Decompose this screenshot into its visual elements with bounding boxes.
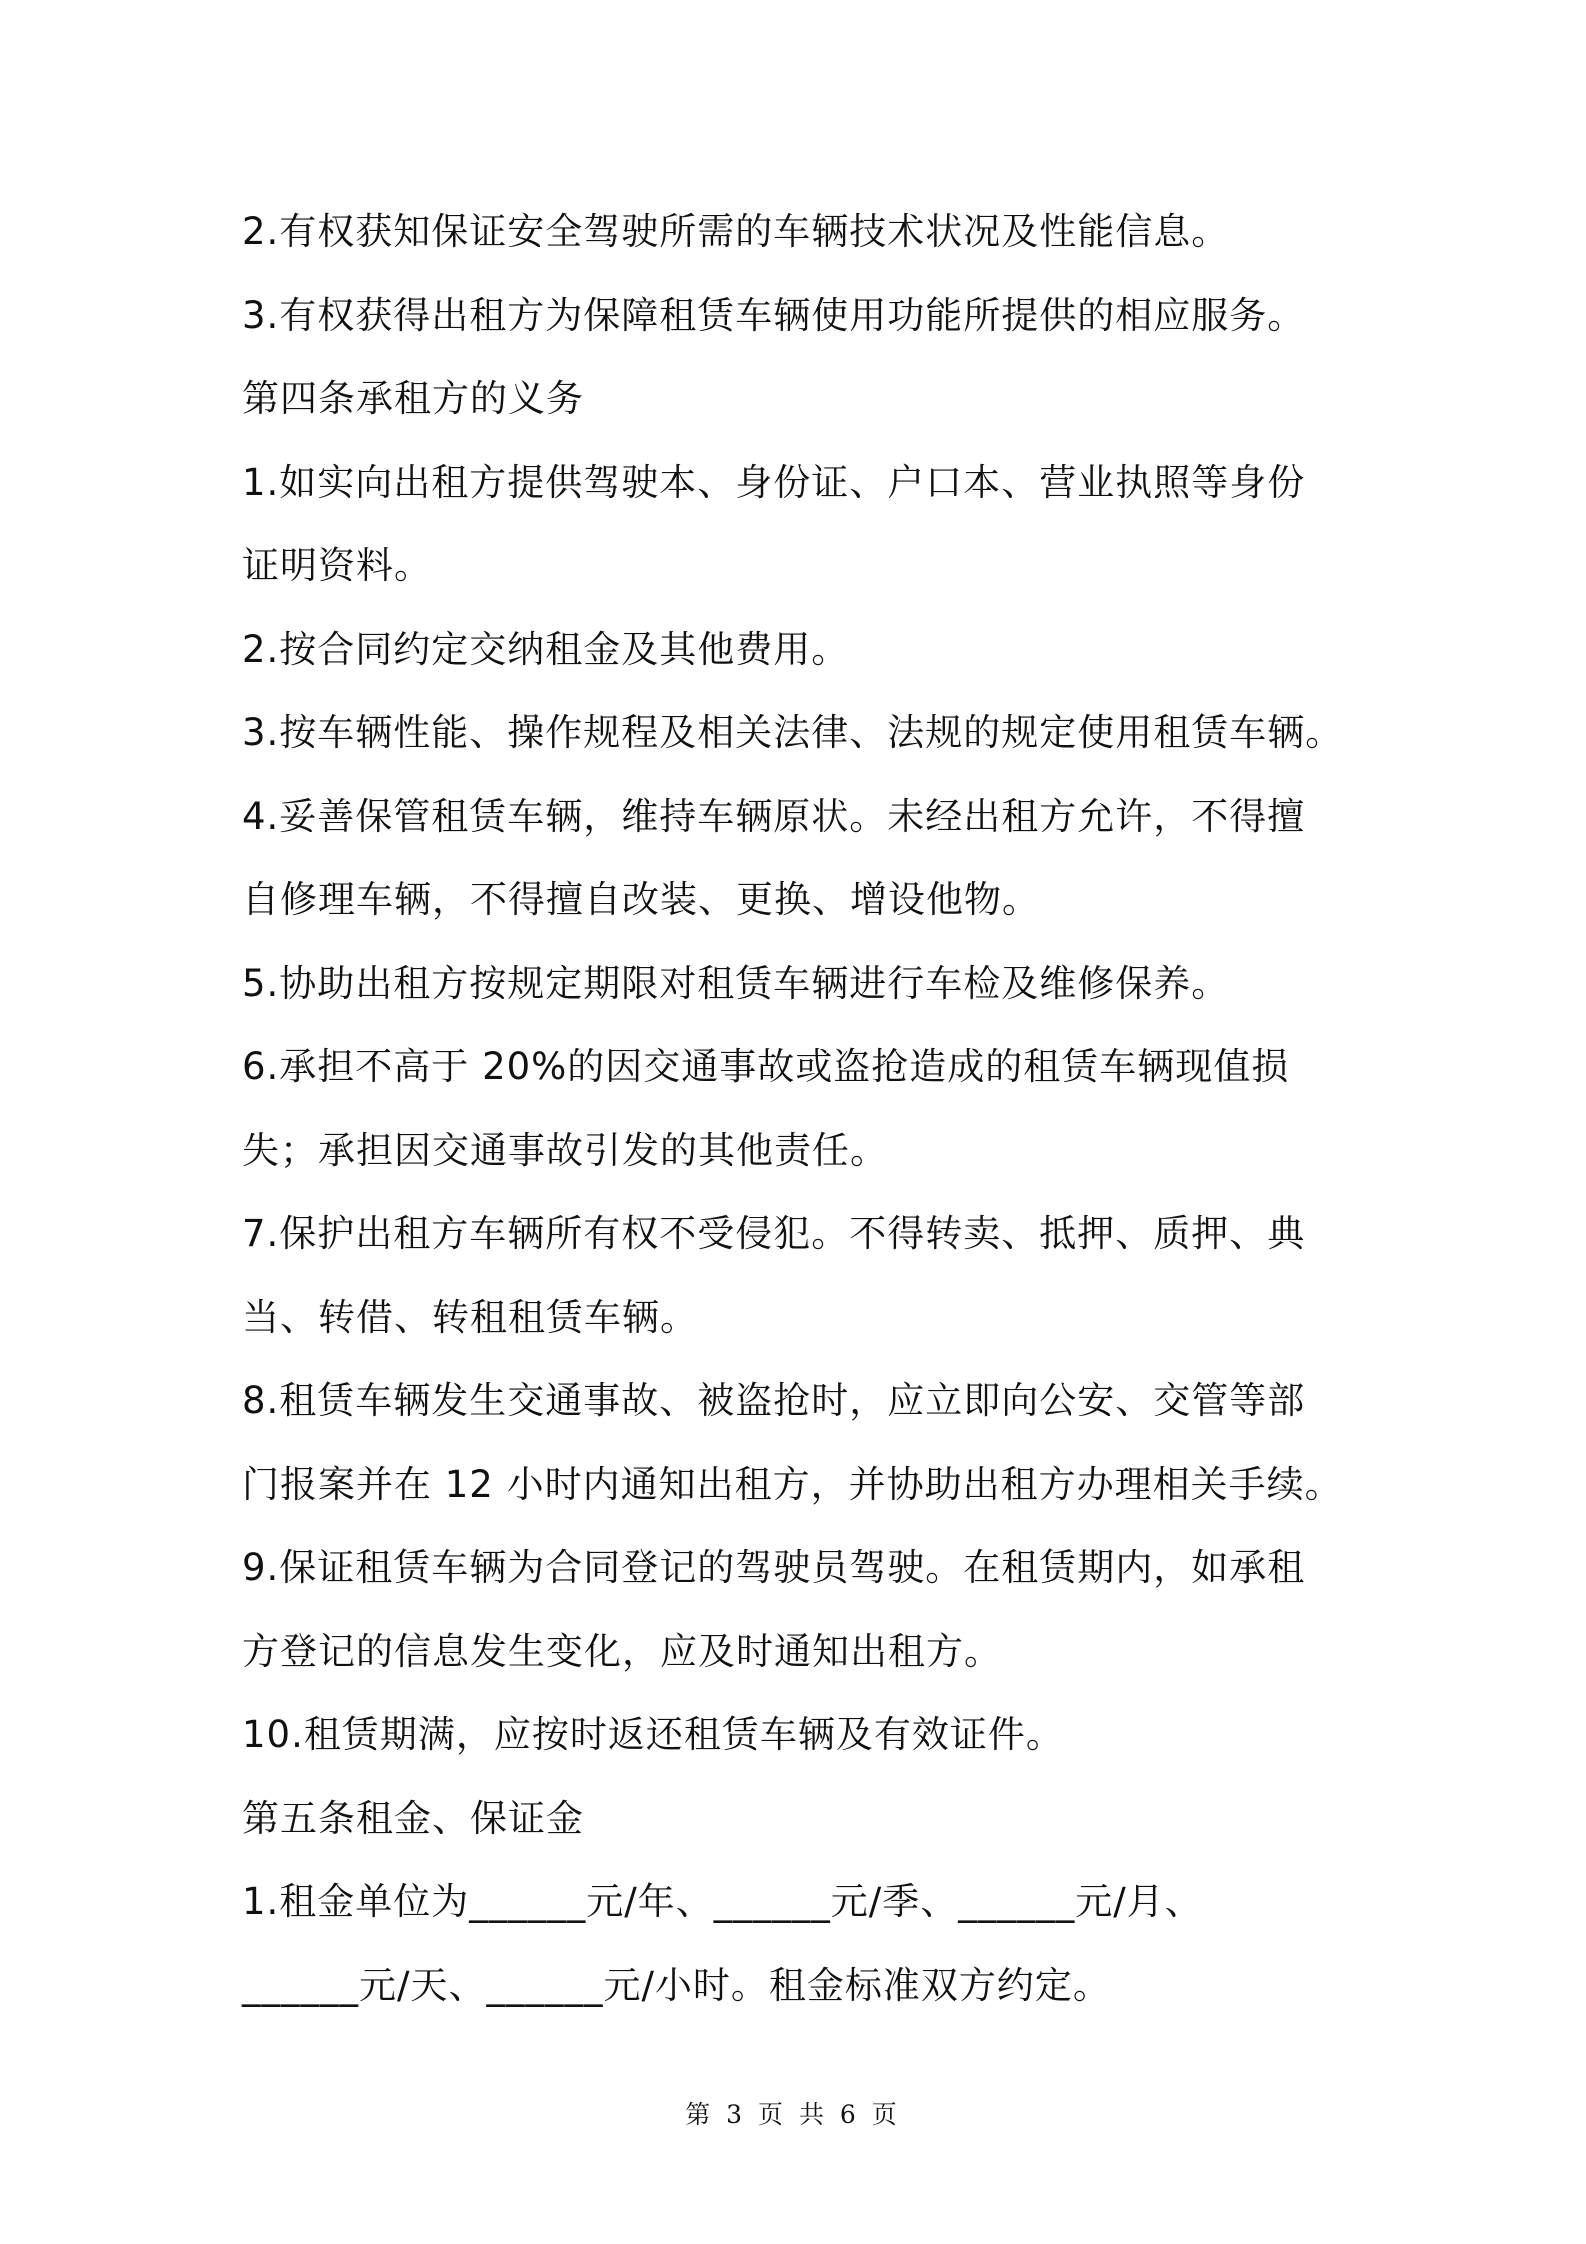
text-line: 证明资料。 [242, 544, 432, 587]
text-line: 2.按合同约定交纳租金及其他费用。 [242, 627, 850, 671]
text-line: 1.如实向出租方提供驾驶本、身份证、户口本、营业执照等身份 [242, 460, 1306, 504]
text-line: 自修理车辆，不得擅自改装、更换、增设他物。 [242, 878, 1040, 921]
text-line: 门报案并在 12 小时内通知出租方，并协助出租方办理相关手续。 [242, 1462, 1343, 1506]
text-line: 8.租赁车辆发生交通事故、被盗抢时，应立即向公安、交管等部 [242, 1379, 1306, 1422]
text-line: 2.有权获知保证安全驾驶所需的车辆技术状况及性能信息。 [242, 210, 1230, 253]
text-line: 4.妥善保管租赁车辆，维持车辆原状。未经出租方允许，不得擅 [242, 794, 1306, 838]
section-heading: 第五条租金、保证金 [242, 1796, 584, 1840]
page-number-footer: 第 3 页 共 6 页 [685, 2100, 901, 2129]
text-line: 10.租赁期满，应按时返还租赁车辆及有效证件。 [242, 1713, 1064, 1756]
text-line: 3.按车辆性能、操作规程及相关法律、法规的规定使用租赁车辆。 [242, 711, 1344, 754]
text-line: 6.承担不高于 20%的因交通事故或盗抢造成的租赁车辆现值损 [242, 1045, 1290, 1088]
document-body [242, 190, 1362, 2027]
text-line: 当、转借、转租租赁车辆。 [242, 1295, 698, 1339]
text-line: 方登记的信息发生变化，应及时通知出租方。 [242, 1629, 1002, 1673]
text-line: 9.保证租赁车辆为合同登记的驾驶员驾驶。在租赁期内，如承租 [242, 1546, 1306, 1589]
text-line: 1.租金单位为______元/年、______元/季、______元/月、 [242, 1880, 1203, 1923]
section-heading: 第四条承租方的义务 [242, 377, 584, 420]
text-line: 5.协助出租方按规定期限对租赁车辆进行车检及维修保养。 [242, 961, 1230, 1005]
text-line: ______元/天、______元/小时。租金标准双方约定。 [242, 1963, 1111, 2007]
text-line: 失；承担因交通事故引发的其他责任。 [242, 1128, 888, 1172]
text-line: 3.有权获得出租方为保障租赁车辆使用功能所提供的相应服务。 [242, 293, 1306, 337]
text-line: 7.保护出租方车辆所有权不受侵犯。不得转卖、抵押、质押、典 [242, 1212, 1306, 1255]
